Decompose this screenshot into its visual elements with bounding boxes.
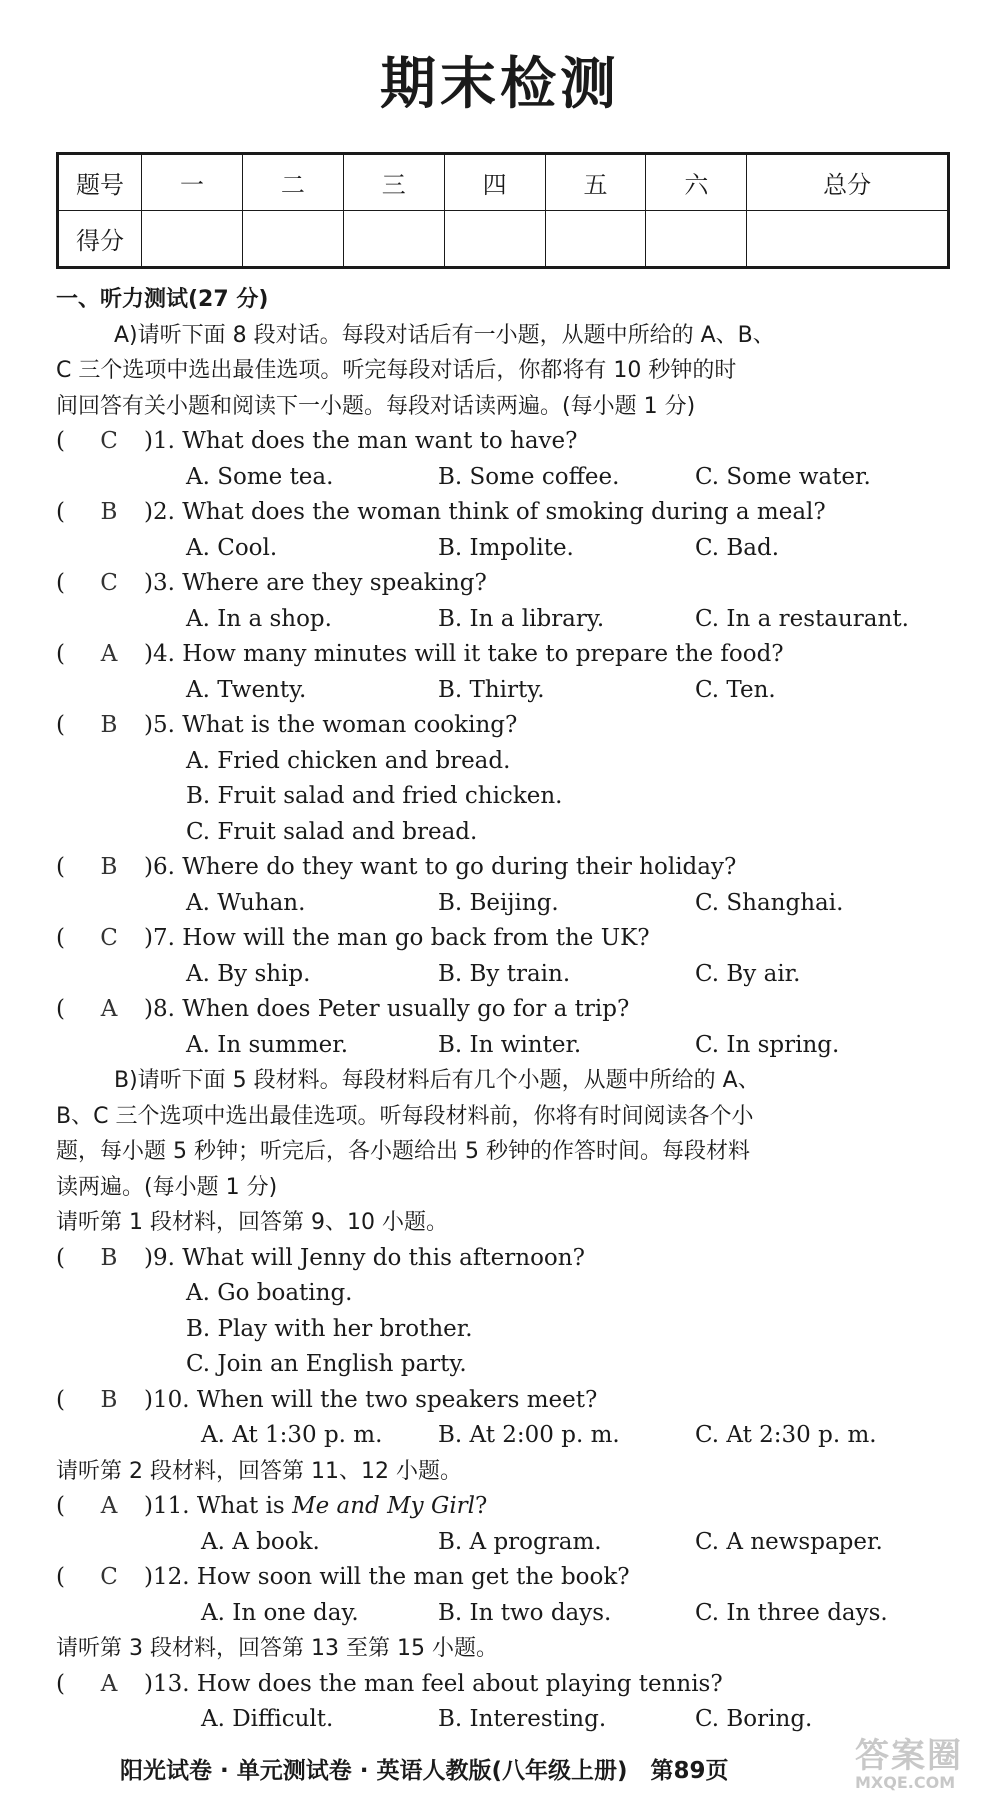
question-7: ( C )7. How will the man go back from the UK? bbox=[56, 921, 956, 957]
option-c: C. Boring. bbox=[695, 1706, 813, 1732]
question-text: )8. When does Peter usually go for a trip? bbox=[144, 996, 630, 1022]
table-cell: 六 bbox=[646, 154, 747, 211]
question-2: ( B )2. What does the woman think of smoking during a meal? bbox=[56, 495, 956, 531]
option-b: B. Some coffee. bbox=[438, 463, 620, 490]
answer-mark: C bbox=[100, 570, 118, 596]
option-b: B. Interesting. bbox=[438, 1706, 607, 1732]
question-text: )13. How does the man feel about playing tennis? bbox=[144, 1670, 723, 1697]
option-b: B. Play with her brother. bbox=[186, 1315, 473, 1342]
answer-mark: B bbox=[100, 1244, 118, 1271]
watermark-text: 答案圈 bbox=[855, 1736, 963, 1776]
question-11: ( A )11. What is Me and My Girl ? bbox=[56, 1489, 956, 1525]
score-value-row bbox=[58, 211, 949, 268]
score-input-cell[interactable] bbox=[444, 211, 545, 268]
question-4: ( A )4. How many minutes will it take to prepare the food? bbox=[56, 637, 956, 673]
page-title: 期末检测 bbox=[380, 52, 620, 117]
instruction-line: A)请听下面 8 段对话。每段对话后有一小题，从题中所给的 A、B、 bbox=[114, 322, 775, 348]
instruction-line: 题，每小题 5 秒钟；听完后，各小题给出 5 秒钟的作答时间。每段材料 bbox=[56, 1139, 750, 1164]
score-input-cell[interactable] bbox=[545, 211, 646, 268]
question-9: ( B )9. What will Jenny do this afternoon? bbox=[56, 1241, 956, 1277]
section-heading: 一、听力测试(27 分) bbox=[56, 287, 269, 312]
option-c: C. Ten. bbox=[695, 676, 776, 703]
answer-mark: A bbox=[100, 996, 118, 1022]
options-row bbox=[56, 1596, 956, 1632]
option-a: A. Fried chicken and bread. bbox=[186, 747, 511, 774]
question-1: ( C )1. What does the man want to have? bbox=[56, 424, 956, 460]
table-cell: 三 bbox=[343, 154, 444, 211]
option-b: B. In a library. bbox=[438, 605, 605, 632]
question-text: )3. Where are they speaking? bbox=[144, 570, 487, 596]
option-b: B. In winter. bbox=[438, 1031, 582, 1058]
question-8: ( A )8. When does Peter usually go for a trip? bbox=[56, 992, 956, 1028]
material-heading: 请听第 2 段材料，回答第 11、12 小题。 bbox=[56, 1458, 462, 1484]
question-10: ( B )10. When will the two speakers meet? bbox=[56, 1383, 956, 1419]
answer-mark: A bbox=[100, 1670, 118, 1697]
table-cell: 得分 bbox=[58, 211, 142, 268]
option-b: B. In two days. bbox=[438, 1599, 612, 1626]
instruction-line: 读两遍。(每小题 1 分) bbox=[56, 1174, 278, 1200]
option-a: A. At 1:30 p. m. bbox=[201, 1422, 383, 1448]
answer-mark: C bbox=[100, 428, 118, 454]
table-cell: 四 bbox=[444, 154, 545, 211]
question-5: ( B )5. What is the woman cooking? bbox=[56, 708, 956, 744]
question-text: )7. How will the man go back from the UK? bbox=[144, 925, 650, 951]
option-c: C. A newspaper. bbox=[695, 1528, 883, 1555]
score-input-cell[interactable] bbox=[747, 211, 949, 268]
question-text: )9. What will Jenny do this afternoon? bbox=[144, 1244, 585, 1271]
options-row bbox=[56, 957, 956, 993]
options-row bbox=[56, 602, 956, 638]
watermark-logo bbox=[855, 1728, 995, 1800]
score-input-cell[interactable] bbox=[646, 211, 747, 268]
option-b: B. Impolite. bbox=[438, 534, 574, 561]
question-text: )6. Where do they want to go during their holiday? bbox=[144, 854, 737, 880]
instruction-line: B)请听下面 5 段材料。每段材料后有几个小题，从题中所给的 A、 bbox=[114, 1068, 760, 1093]
page-footer: 阳光试卷 · 单元测试卷 · 英语人教版(八年级上册) 第89页 bbox=[120, 1758, 729, 1784]
score-input-cell[interactable] bbox=[142, 211, 243, 268]
options-row bbox=[56, 1028, 956, 1064]
question-text: )12. How soon will the man get the book? bbox=[144, 1564, 630, 1590]
table-cell: 总分 bbox=[747, 154, 949, 211]
option-a: A. Difficult. bbox=[201, 1706, 334, 1732]
answer-mark: B bbox=[100, 854, 118, 880]
option-b: B. Beijing. bbox=[438, 889, 559, 916]
option-c: C. In spring. bbox=[695, 1031, 840, 1058]
option-a: A. Twenty. bbox=[186, 676, 307, 703]
answer-mark: C bbox=[100, 925, 118, 951]
options-row bbox=[56, 886, 956, 922]
option-c: C. By air. bbox=[695, 960, 801, 987]
option-b: B. Fruit salad and fried chicken. bbox=[186, 783, 563, 809]
instruction-line: 间回答有关小题和阅读下一小题。每段对话读两遍。(每小题 1 分) bbox=[56, 393, 696, 419]
option-a: A. Go boating. bbox=[186, 1280, 353, 1306]
option-b: B. Thirty. bbox=[438, 676, 545, 703]
option-b: B. A program. bbox=[438, 1528, 602, 1555]
answer-mark: B bbox=[100, 1386, 118, 1413]
question-text: )2. What does the woman think of smoking during a meal? bbox=[144, 499, 826, 525]
option-c: C. Bad. bbox=[695, 534, 780, 561]
options-row bbox=[56, 460, 956, 496]
question-6: ( B )6. Where do they want to go during their holiday? bbox=[56, 850, 956, 886]
table-cell: 二 bbox=[242, 154, 343, 211]
question-title-italic: Me and My Girl bbox=[292, 1493, 476, 1519]
question-text: )10. When will the two speakers meet? bbox=[144, 1386, 598, 1413]
options-row bbox=[56, 1702, 956, 1738]
material-heading: 请听第 3 段材料，回答第 13 至第 15 小题。 bbox=[56, 1636, 498, 1661]
option-a: A. Some tea. bbox=[186, 463, 334, 490]
instruction-line: C 三个选项中选出最佳选项。听完每段对话后，你都将有 10 秒钟的时 bbox=[56, 358, 737, 383]
options-row bbox=[56, 1525, 956, 1561]
score-table bbox=[56, 152, 950, 269]
table-cell: 题号 bbox=[58, 154, 142, 211]
option-b: B. By train. bbox=[438, 960, 571, 987]
question-text: )11. What is bbox=[144, 1493, 293, 1519]
material-heading: 请听第 1 段材料，回答第 9、10 小题。 bbox=[56, 1210, 448, 1235]
answer-mark: B bbox=[100, 499, 118, 525]
option-a: A. A book. bbox=[201, 1528, 320, 1555]
options-row bbox=[56, 531, 956, 567]
option-c: C. Fruit salad and bread. bbox=[186, 818, 478, 845]
table-cell: 五 bbox=[545, 154, 646, 211]
option-a: A. Wuhan. bbox=[186, 889, 306, 916]
answer-mark: C bbox=[100, 1564, 118, 1590]
option-b: B. At 2:00 p. m. bbox=[438, 1422, 620, 1448]
option-c: C. Join an English party. bbox=[186, 1351, 467, 1377]
option-a: A. In summer. bbox=[186, 1031, 349, 1058]
answer-mark: A bbox=[100, 641, 118, 667]
question-mark: ? bbox=[475, 1493, 488, 1519]
instruction-line: B、C 三个选项中选出最佳选项。听每段材料前，你将有时间阅读各个小 bbox=[56, 1103, 754, 1129]
option-a: A. In one day. bbox=[201, 1599, 359, 1626]
option-a: A. Cool. bbox=[186, 534, 278, 561]
option-c: C. In a restaurant. bbox=[695, 605, 909, 632]
question-text: )1. What does the man want to have? bbox=[144, 428, 578, 454]
options-row bbox=[56, 673, 956, 709]
exam-content bbox=[56, 282, 956, 1738]
watermark-url: MXQE.COM bbox=[855, 1773, 956, 1792]
option-c: C. In three days. bbox=[695, 1599, 888, 1626]
option-c: C. Some water. bbox=[695, 463, 871, 490]
score-input-cell[interactable] bbox=[343, 211, 444, 268]
option-a: A. By ship. bbox=[186, 960, 311, 987]
score-header-row bbox=[58, 154, 949, 211]
question-text: )4. How many minutes will it take to prepare the food? bbox=[144, 641, 784, 667]
question-text: )5. What is the woman cooking? bbox=[144, 712, 518, 738]
question-13: ( A )13. How does the man feel about playing tennis? bbox=[56, 1667, 956, 1703]
answer-mark: A bbox=[100, 1493, 118, 1519]
score-input-cell[interactable] bbox=[242, 211, 343, 268]
answer-mark: B bbox=[100, 712, 118, 738]
option-c: C. Shanghai. bbox=[695, 889, 844, 916]
question-3: ( C )3. Where are they speaking? bbox=[56, 566, 956, 602]
option-a: A. In a shop. bbox=[186, 605, 332, 632]
option-c: C. At 2:30 p. m. bbox=[695, 1422, 877, 1448]
table-cell: 一 bbox=[142, 154, 243, 211]
options-row bbox=[56, 1418, 956, 1454]
question-12: ( C )12. How soon will the man get the book? bbox=[56, 1560, 956, 1596]
